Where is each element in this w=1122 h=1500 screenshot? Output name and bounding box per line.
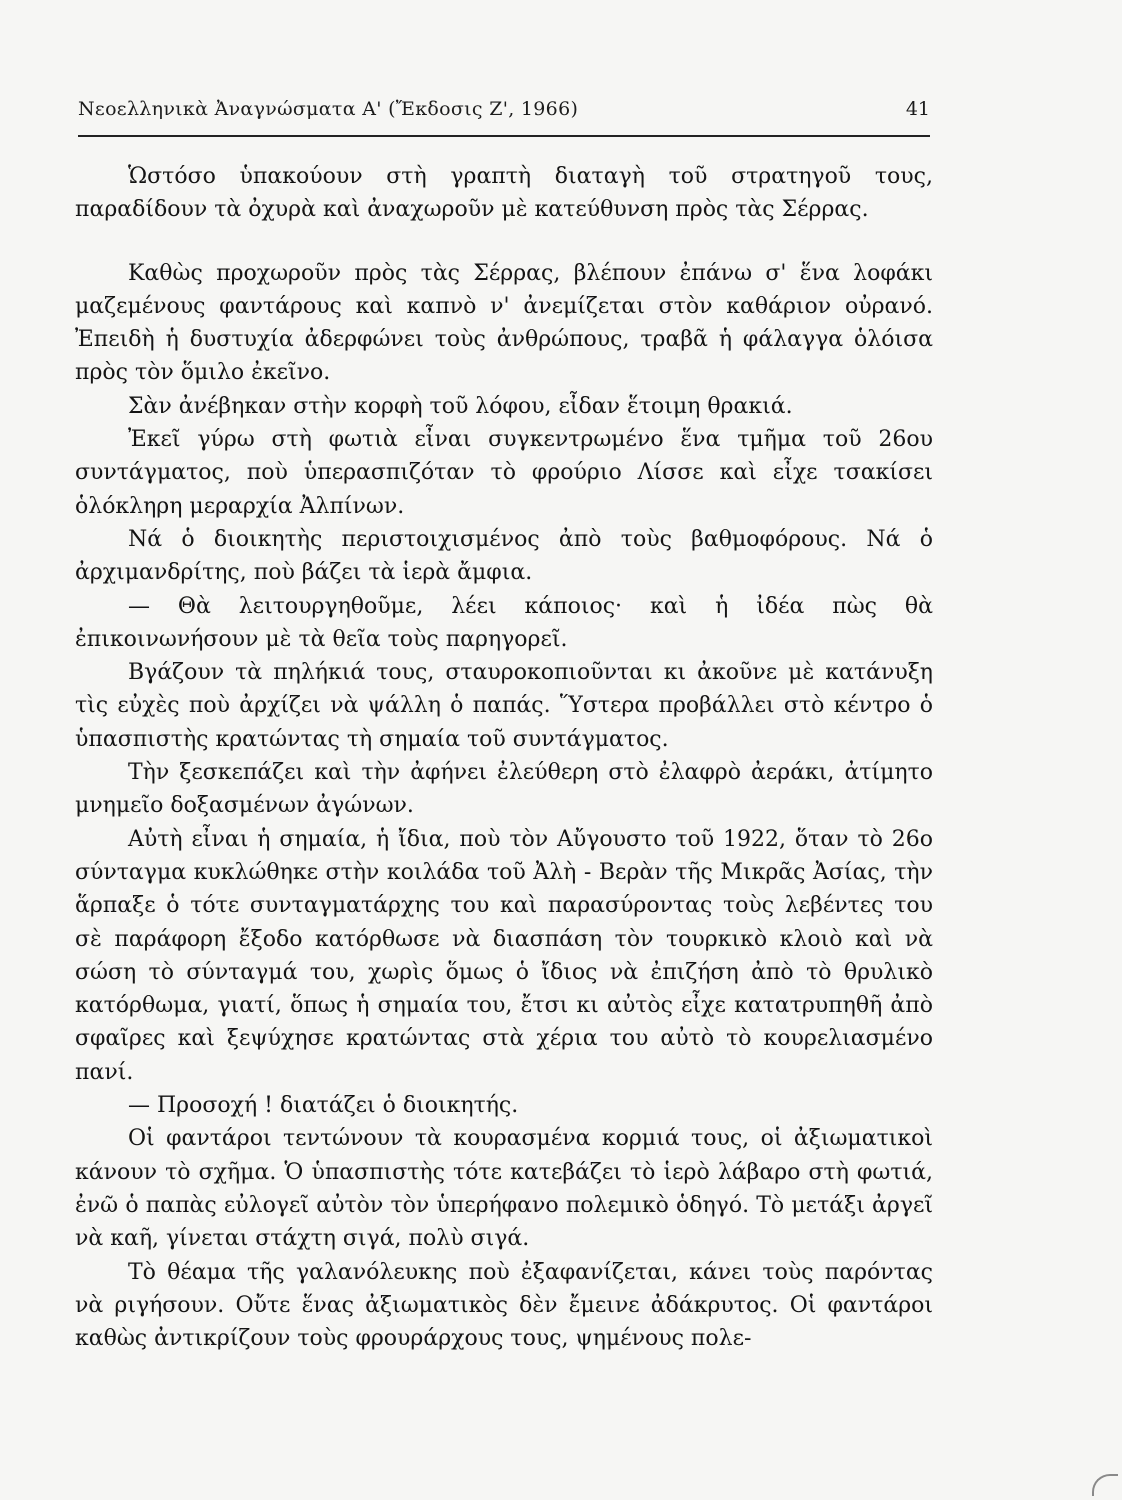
paragraph-10: — Προσοχή ! διατάζει ὁ διοικητής. [128,1093,519,1119]
header-rule [78,135,930,137]
paragraph-9: Αὐτὴ εἶναι ἡ σημαία, ἡ ἴδια, ποὺ τὸν Αὔγουστο τοῦ 1922, ὅταν τὸ 26ο σύνταγμα κυκλώθηκε στὴν κοιλάδα τοῦ Ἀλὴ - Βερὰν τῆς Μικρᾶς Ἀσίας, τὴν ἅρπαξε ὁ τότε συνταγματάρχης του καὶ παρασύροντας τοὺς λεβέντες του σὲ παράφορη ἔξοδο κατόρθωσε νὰ διασπάση τὸν τουρκικὸ κλοιὸ καὶ νὰ σώση τὸ σύνταγμά του, χωρὶς ὅμως ὁ ἴδιος νὰ ἐπιζήση ἀπὸ τὸ θρυλικὸ κατόρθωμα, γιατί, ὅπως ἡ σημαία του, ἔτσι κι αὐτὸς εἶχε κατατρυπηθῆ ἀπὸ σφαῖρες καὶ ξεψύχησε κρατώντας στὰ χέρια του αὐτὸ τὸ κουρελιασμένο πανί. [75,826,933,1085]
paragraph-1: Ὡστόσο ὑπακούουν στὴ γραπτὴ διαταγὴ τοῦ στρατηγοῦ τους, παραδίδουν τὰ ὀχυρὰ καὶ ἀναχωροῦν μὲ κατεύθυνση πρὸς τὰς Σέρρας. [75,164,933,223]
paragraph-12: Τὸ θέαμα τῆς γαλανόλευκης ποὺ ἐξαφανίζεται, κάνει τοὺς παρόντας νὰ ριγήσουν. Οὔτε ἕνας ἀξιωματικὸς δὲν ἔμεινε ἀδάκρυτος. Οἱ φαντάροι καθὼς ἀντικρίζουν τοὺς φρουράρχους τους, ψημένους πολε- [75,1259,933,1352]
page-number: 41 [905,98,930,120]
margin-mark [1092,1474,1118,1496]
body-text [75,160,933,1355]
paragraph-5: Νά ὁ διοικητὴς περιστοιχισμένος ἀπὸ τοὺς βαθμοφόρους. Νά ὁ ἀρχιμανδρίτης, ποὺ βάζει τὰ ἱερὰ ἄμφια. [75,526,933,586]
paragraph-2: Καθὼς προχωροῦν πρὸς τὰς Σέρρας, βλέπουν ἐπάνω σ' ἕνα λοφάκι μαζεμένους φαντάρους καὶ καπνὸ ν' ἀνεμίζεται στὸν καθάριον οὐρανό. Ἐπειδὴ ἡ δυστυχία ἀδερφώνει τοὺς ἀνθρώπους, τραβᾶ ἡ φάλαγγα ὁλόισα πρὸς τὸν ὅμιλο ἐκεῖνο. [75,260,933,386]
paragraph-7: Βγάζουν τὰ πηλήκιά τους, σταυροκοπιοῦνται κι ἀκοῦνε μὲ κατάνυξη τὶς εὐχὲς ποὺ ἀρχίζει νὰ ψάλλη ὁ παπάς. Ὕστερα προβάλλει στὸ κέντρο ὁ ὑπασπιστὴς κρατώντας τὴ σημαία τοῦ συντάγματος. [75,660,933,752]
paragraph-11: Οἱ φαντάροι τεντώνουν τὰ κουρασμένα κορμιά τους, οἱ ἀξιωματικοὶ κάνουν τὸ σχῆμα. Ὁ ὑπασπιστὴς τότε κατεβάζει τὸ ἱερὸ λάβαρο στὴ φωτιά, ἐνῶ ὁ παπὰς εὐλογεῖ αὐτὸν τὸν ὑπερήφανο πολεμικὸ ὁδηγό. Τὸ μετάξι ἀργεῖ νὰ καῆ, γίνεται στάχτη σιγά, πολὺ σιγά. [75,1126,933,1252]
paragraph-8: Τὴν ξεσκεπάζει καὶ τὴν ἀφήνει ἐλεύθερη στὸ ἐλαφρὸ ἀεράκι, ἀτίμητο μνημεῖο δοξασμένων ἀγώνων. [75,760,933,819]
paragraph-4: Ἐκεῖ γύρω στὴ φωτιὰ εἶναι συγκεντρωμένο ἕνα τμῆμα τοῦ 26ου συντάγματος, ποὺ ὑπερασπιζόταν τὸ φρούριο Λίσσε καὶ εἶχε τσακίσει ὁλόκληρη μεραρχία Ἀλπίνων. [75,427,933,519]
paragraph-3: Σὰν ἀνέβηκαν στὴν κορφὴ τοῦ λόφου, εἶδαν ἕτοιμη θρακιά. [128,393,793,419]
running-title: Νεοελληνικὰ Ἀναγνώσματα Α' (Ἔκδοσις Ζ', 1966) [78,98,579,120]
paragraph-6: — Θὰ λειτουργηθοῦμε, λέει κάποιος· καὶ ἡ ἰδέα πὼς θὰ ἐπικοινωνήσουν μὲ τὰ θεῖα τοὺς παρηγορεῖ. [75,593,933,652]
running-header [78,98,932,132]
